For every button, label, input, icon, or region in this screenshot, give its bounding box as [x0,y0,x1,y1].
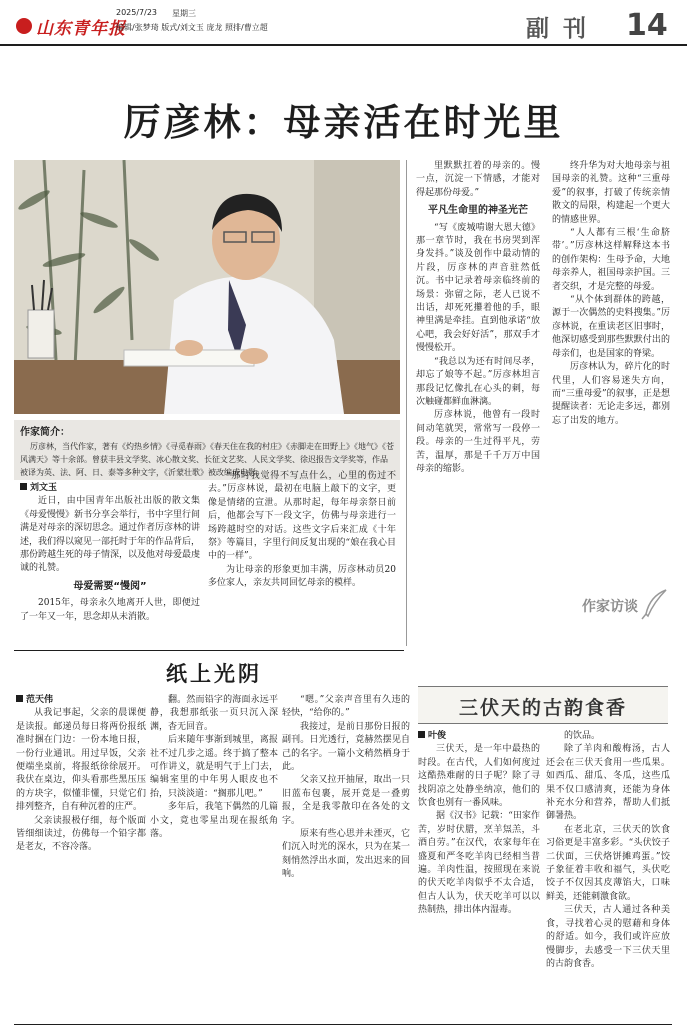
article1-subhead-2: 平凡生命里的神圣光芒 [428,205,528,217]
byline-square-icon [16,695,23,702]
paragraph: “那时我觉得不写点什么，心里的伤过不去。”厉彦林说，最初在电脑上敲下的文字，更像是情绪的宣泄。从那时起，每年母亲祭日前后，他都会写下一段文字，仿佛与母亲进行一场跨越时空的对话。这些文字后来汇成《十年祭》等篇目，字里行间反复出现的“娘在我心目中的一样”。 [208,471,396,562]
article1-column-4 [552,160,670,596]
page-number: 14 [626,8,668,43]
paragraph: “从个体到群体的跨越，源于一次偶然的史料搜集。”厉彦林说，在重读老区旧事时，他深切感受到那些默默付出的母亲们，也是国家的脊梁。 [552,295,670,359]
article1-subhead-1: 母爱需要“慢阅” [73,580,147,592]
issue-weekday: 星期三 [172,9,196,18]
paragraph: 后来随年事渐到城里，离报社不过几步之遥。终于搞了整本可作讲义，就是明气于上门去，编辑室里的中年男人眼皮也不抬，只淡淡道：“搁那儿吧。” [150,735,278,799]
paragraph: 厉彦林说，他曾有一段时间动笔就哭，常常写一段停一段。母亲的一生过得平凡，劳苦，温厚，那是千千万万中国母亲的缩影。 [416,410,540,474]
paragraph: 父亲又拉开抽屉，取出一只旧蓝布包裹，展开竟是一叠剪报，全是我零散印在各处的文字。 [282,775,410,826]
author-intro-heading: 作家简介： [20,427,70,438]
paragraph: 父亲读报极仔细，每个版面皆细细读过，仿佛每一个铅字都是老友，不容冷落。 [16,815,146,853]
article3-byline [418,730,540,743]
paragraph: 据《汉书》记载：“田家作苦，岁时伏腊，烹羊炰羔，斗酒自劳。”在汉代，农家每年在盛夏和严冬吃羊肉已经相当普遍。羊肉性温，按照现在来说的伏天吃羊肉似乎不太合适，但古人认为，伏天吃羊可以以热制热，排出体内湿毒。 [418,811,540,916]
paragraph: 的饮品。 [564,731,601,741]
byline-square-icon [20,483,27,490]
article1-author: 刘文玉 [30,483,58,493]
paragraph: “我总以为还有时间尽孝，却忘了娘等不起。”厉彦林坦言那段记忆像扎在心头的刺，每次触碰都鲜血淋漓。 [416,356,540,407]
paragraph: 从我记事起，父亲的晨课便是读报。邮递员每日将两份报纸准时捆在门边：一份本地日报，一份行业通讯。用过早饭，父亲便端坐桌前，将报纸徐徐展开。我伏在桌边，仰头看那些黑压压的方块字，似懂非懂，只觉它们排列整齐，自有种沉着的庄严。 [16,708,146,813]
paragraph: 里默默扛着的母亲的。慢一点，沉淀一下情感，才能对得起那份母爱。” [416,161,540,198]
author-photo [14,160,400,414]
masthead [0,0,687,46]
paragraph: 为让母亲的形象更加丰满，厉彦林动员20多位家人，亲友共同回忆母亲的模样。 [208,564,396,589]
paragraph: “嗯。”父亲声音里有久违的轻快，“给你的。” [282,695,410,719]
section-name: 副刊 [526,15,600,42]
article3-author: 叶俊 [428,731,447,741]
main-headline: 厉彦林：母亲活在时光里 [123,100,564,144]
paragraph: 三伏天，古人通过各种美食，寻找着心灵的慰藉和身体的舒适。如今，我们或许应放慢脚步，去感受一下三伏天里的古韵食香。 [546,905,670,969]
paragraph: 翻。然而铅字的海面永远平静，我想那纸张一页只沉入深渊，杳无回音。 [150,695,278,732]
paragraph: “写《废城啃谢大恩大德》那一章节时，我在书房哭到浑身发抖。”谈及创作中最动情的片段，厉彦林的声音驻然低沉。书中记录着母亲临终前的场景：弥留之际，老人已说不出话，却死死攥着他的手，眼神里满是牵挂。直到他承诺“放心吧，我会好好活”，那双手才慢慢松开。 [416,222,540,354]
article2-column-3 [282,694,410,1019]
paragraph: 我接过，是前日那份日报的副刊。日光透行，竟赫然摆见自己的名字。一篇小文稍然栖身于此。 [282,721,410,773]
article3-headline: 三伏天的古韵食香 [458,697,627,719]
article2-byline [16,694,146,707]
article2-headline: 纸上光阴 [166,661,262,686]
article2-column-2 [150,694,278,1019]
article1-column-1 [20,482,200,652]
article3-header-box [418,686,668,724]
section-divider [14,650,404,651]
article2-column-1 [16,694,146,1019]
paragraph: 近日，由中国青年出版社出版的散文集《母爱慢慢》新书分享会举行，书中字里行间满是对母亲的深切思念。通过作者厉彦林的讲述，我们得以窥见一部托时于年的作品背后，那份跨越生死的母子情深，以及他对母爱最虔诚的礼赞。 [20,496,200,574]
editor-credits: 编辑/张梦琦 版式/刘文玉 庞龙 照排/曹立超 [116,23,268,32]
author-intro-text: 厉彦林，当代作家，著有《灼热乡情》《寻觅春雨》《春天住在我的村庄》《赤脚走在田野上》《地气》《苍风满天》等十余部。曾获丰县文学奖、冰心散文奖、长征文艺奖、人民文学奖、徐迟报告文学奖等，作品被译为英、法、阿、日、泰等多种文字，《沂蒙壮歌》被改编成电影。 [20,442,394,477]
paragraph: “人人都有三根‘生命脐带’。”厉彦林这样解释这本书的创作架构：生母予命，大地母亲养人，祖国母亲护国。三者交织，才是完整的母爱。 [552,228,670,292]
article1-byline [20,482,200,495]
paragraph: 原来有些心思并未湮灭，它们沉入时光的深水，只为在某一刻悄然浮出水面，发出迟来的回响。 [282,829,410,880]
footer-rule [14,1024,672,1025]
column-divider [406,160,407,646]
author-photo-illustration [14,160,400,414]
newspaper-logo: 山东青年报 [36,19,126,39]
paragraph: 厉彦林认为，碎片化的时代里，人们容易迷失方向，而“三重母爱”的叙事，正是想提醒读者：无论走多远，都别忘了出发的地方。 [552,362,670,426]
newspaper-logo-seal-icon [16,18,32,34]
article3-column-1 [418,730,540,1022]
article3-column-2 [546,730,670,1022]
paragraph: 除了羊肉和酸梅汤，古人还会在三伏天食用一些瓜果。如西瓜、甜瓜、冬瓜，这些瓜果不仅口感清爽，还能为身体补充水分和营养，帮助人们抵御暑热。 [546,744,670,822]
article1-column-3 [416,160,540,625]
article1-column-2 [208,470,396,630]
paragraph: 终升华为对大地母亲与祖国母亲的礼赞。这种“三重母爱”的叙事，打破了传统亲情散文的局限，构建起一个更大的情感世界。 [552,161,670,225]
paragraph: 多年后，我笔下偶然的几篇小文，竟也零星出现在报纸角落。 [150,802,278,840]
paragraph: 在老北京，三伏天的饮食习俗更是丰富多彩。“头伏饺子二伏面，三伏烙饼摊鸡蛋。”饺子象征着丰收和福气，头伏吃饺子不仅因其皮薄馅大，口味鲜美，还能刺激食欲。 [546,824,670,902]
article2-author: 范天伟 [26,695,54,705]
paragraph: 三伏天，是一年中最热的时段。在古代，人们如何度过这酷热难耐的日子呢？除了寻找阴凉之处静坐纳凉，他们的饮食也别有一番风味。 [418,744,540,809]
issue-date: 2025/7/23 [116,8,158,17]
byline-square-icon [418,731,425,738]
paragraph: 2015年，母亲永久地离开人世，即便过了一年又一年，思念却从未消散。 [20,598,200,622]
feature-tag: 作家访谈 [582,599,638,615]
quill-pen-icon [640,588,670,620]
